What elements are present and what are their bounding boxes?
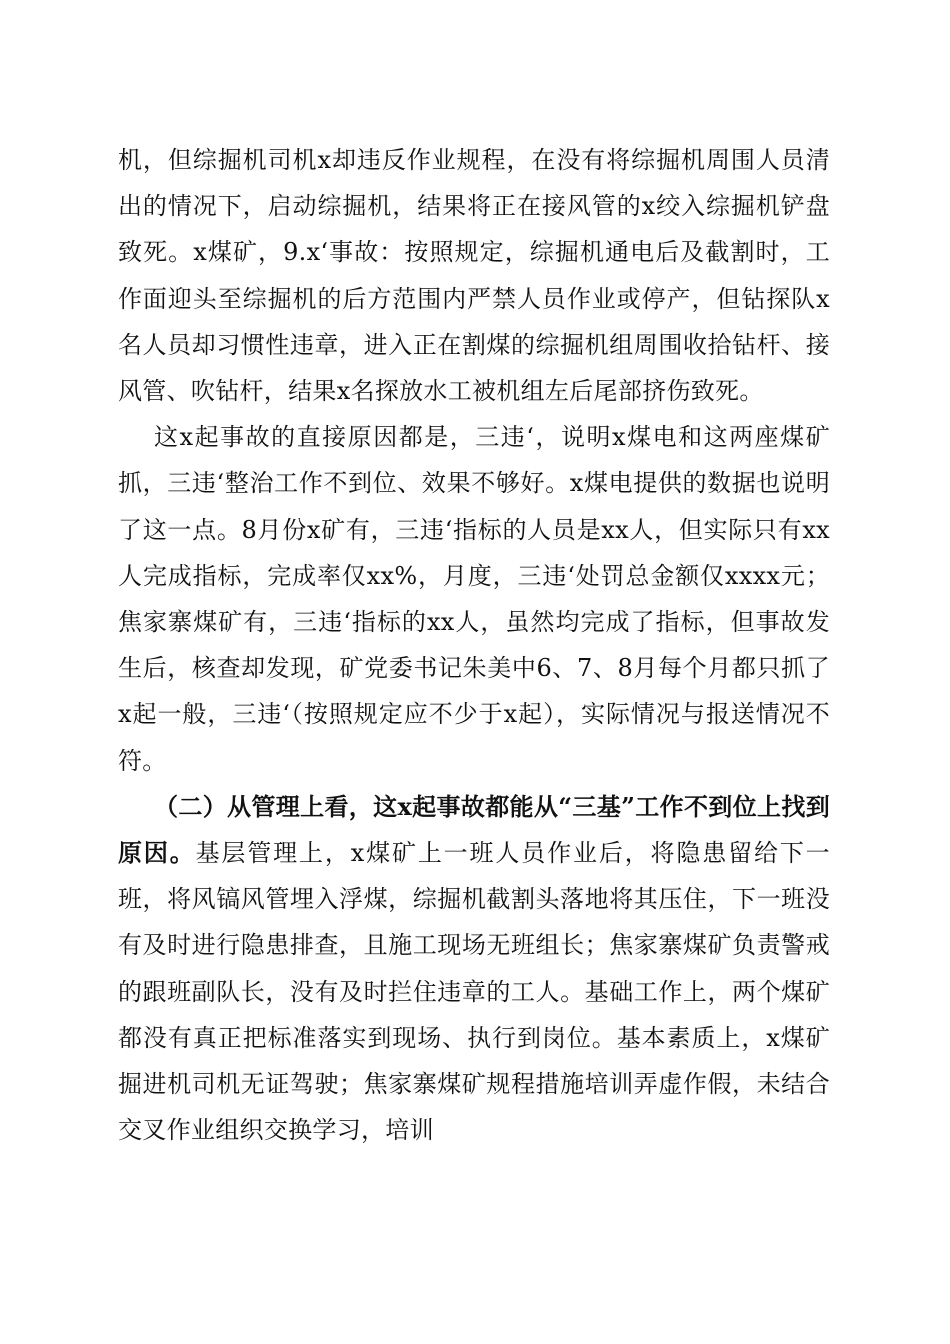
paragraph-3 bbox=[118, 784, 830, 1154]
paragraph-1 bbox=[118, 137, 830, 414]
section-heading-2: （二）从管理上看，这x起事故都能从“三基”工作不到位上找到原因。 bbox=[118, 791, 830, 868]
paragraph-1-text: 机，但综掘机司机x却违反作业规程，在没有将综掘机周围人员清出的情况下，启动综掘机，结果将正在接风管的x绞入综掘机铲盘致死。x煤矿，9.x‘事故：按照规定，综掘机通电后及截割时，工作面迎头至综掘机的后方范围内严禁人员作业或停产，但钻探队x名人员却习惯性违章，进入正在割煤的综掘机组周围收拾钻杆、接风管、吹钻杆，结果x名探放水工被机组左后尾部挤伤致死。 bbox=[118, 146, 830, 406]
paragraph-2 bbox=[118, 414, 830, 784]
paragraph-2-text: 这x起事故的直接原因都是，三违‘，说明x煤电和这两座煤矿抓，三违‘整治工作不到位、效果不够好。x煤电提供的数据也说明了这一点。8月份x矿有，三违‘指标的人员是xx人，但实际只有xx人完成指标，完成率仅xx%，月度，三违‘处罚总金额仅xxxx元；焦家寨煤矿有，三违‘指标的xx人，虽然均完成了指标，但事故发生后，核查却发现，矿党委书记朱美中6、7、8月每个月都只抓了x起一般，三违‘（按照规定应不少于x起），实际情况与报送情况不符。 bbox=[118, 423, 830, 775]
paragraph-3-text: 基层管理上，x煤矿上一班人员作业后，将隐患留给下一班，将风镐风管埋入浮煤，综掘机截割头落地将其压住，下一班没有及时进行隐患排查，且施工现场无班组长；焦家寨煤矿负责警戒的跟班副队长，没有及时拦住违章的工人。基础工作上，两个煤矿都没有真正把标准落实到现场、执行到岗位。基本素质上，x煤矿掘进机司机无证驾驶；焦家寨煤矿规程措施培训弄虚作假，未结合交叉作业组织交换学习，培训 bbox=[118, 839, 830, 1145]
document-body bbox=[118, 137, 830, 1153]
